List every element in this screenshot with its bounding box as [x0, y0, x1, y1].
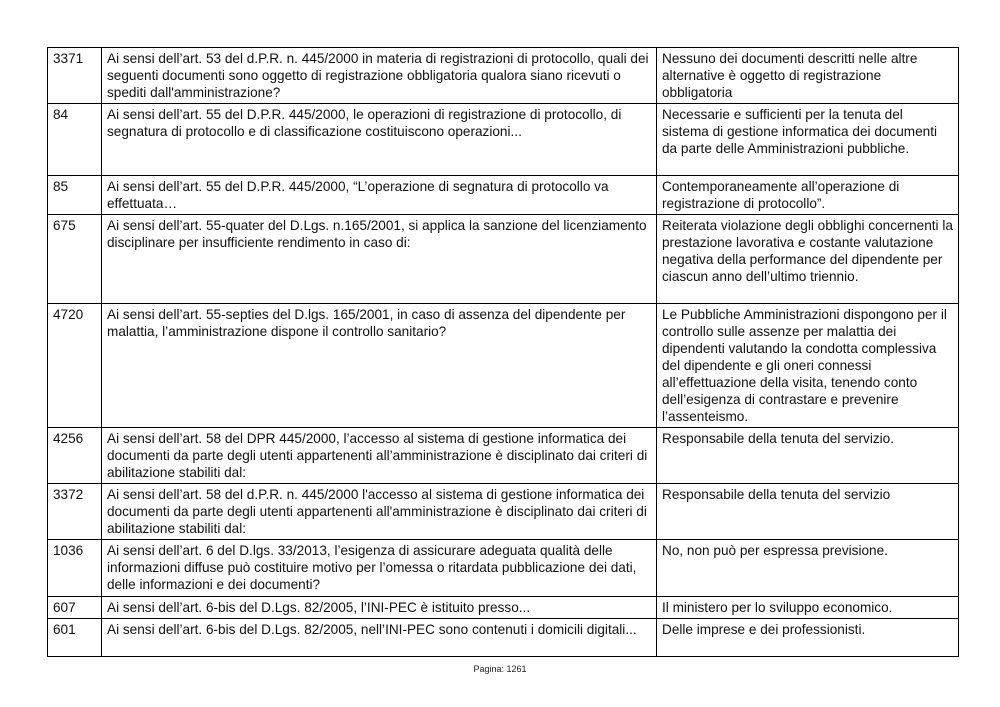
question-number: 607: [48, 597, 102, 619]
question-text: Ai sensi dell’art. 53 del d.P.R. n. 445/2000 in materia di registrazioni di protocollo, quali dei seguenti documenti sono oggetto di registrazione obbligatoria qualora siano ricevuti o spediti dall'amministrazione?: [102, 48, 657, 104]
answer-text: Necessarie e sufficienti per la tenuta del sistema di gestione informatica dei documenti da parte delle Amministrazioni pubbliche.: [657, 104, 959, 176]
table-row: [48, 176, 959, 215]
answer-text: Il ministero per lo sviluppo economico.: [657, 597, 959, 619]
question-text: Ai sensi dell’art. 55-quater del D.Lgs. n.165/2001, si applica la sanzione del licenziamento disciplinare per insufficiente rendimento in caso di:: [102, 215, 657, 304]
question-text: Ai sensi dell’art. 55-septies del D.lgs. 165/2001, in caso di assenza del dipendente per malattia, l’amministrazione dispone il controllo sanitario?: [102, 304, 657, 428]
quiz-table-body: [48, 48, 959, 657]
question-text: Ai sensi dell’art. 6-bis del D.Lgs. 82/2005, nell’INI-PEC sono contenuti i domicili digitali...: [102, 619, 657, 657]
answer-text: Le Pubbliche Amministrazioni dispongono per il controllo sulle assenze per malattia dei dipendenti valutando la condotta complessiva del dipendente e gli oneri connessi all’effettuazione della visita, tenendo conto dell’esigenza di contrastare e prevenire l’assenteismo.: [657, 304, 959, 428]
question-number: 4720: [48, 304, 102, 428]
question-number: 3371: [48, 48, 102, 104]
question-number: 601: [48, 619, 102, 657]
table-row: [48, 540, 959, 597]
question-number: 1036: [48, 540, 102, 597]
answer-text: No, non può per espressa previsione.: [657, 540, 959, 597]
answer-text: Contemporaneamente all’operazione di registrazione di protocollo”.: [657, 176, 959, 215]
page-footer: [0, 663, 1000, 675]
question-number: 4256: [48, 428, 102, 484]
table-row: [48, 428, 959, 484]
table-row: [48, 597, 959, 619]
question-number: 85: [48, 176, 102, 215]
question-text: Ai sensi dell’art. 58 del DPR 445/2000, l’accesso al sistema di gestione informatica dei documenti da parte degli utenti appartenenti all’amministrazione è disciplinato dai criteri di abilitazione stabiliti dal:: [102, 428, 657, 484]
question-text: Ai sensi dell’art. 6 del D.lgs. 33/2013, l’esigenza di assicurare adeguata qualità delle informazioni diffuse può costituire motivo per l’omessa o ritardata pubblicazione dei dati, delle informazioni e dei documenti?: [102, 540, 657, 597]
table-row: [48, 104, 959, 176]
question-text: Ai sensi dell’art. 55 del D.P.R. 445/2000, le operazioni di registrazione di protocollo, di segnatura di protocollo e di classificazione costituiscono operazioni...: [102, 104, 657, 176]
table-row: [48, 484, 959, 540]
answer-text: Nessuno dei documenti descritti nelle altre alternative è oggetto di registrazione obbligatoria: [657, 48, 959, 104]
question-text: Ai sensi dell’art. 55 del D.P.R. 445/2000, “L’operazione di segnatura di protocollo va effettuata…: [102, 176, 657, 215]
answer-text: Responsabile della tenuta del servizio: [657, 484, 959, 540]
question-number: 675: [48, 215, 102, 304]
answer-text: Delle imprese e dei professionisti.: [657, 619, 959, 657]
table-row: [48, 619, 959, 657]
quiz-table: [47, 47, 959, 657]
answer-text: Reiterata violazione degli obblighi concernenti la prestazione lavorativa e costante valutazione negativa della performance del dipendente per ciascun anno dell’ultimo triennio.: [657, 215, 959, 304]
page-number: Pagina: 1261: [473, 664, 527, 674]
question-number: 3372: [48, 484, 102, 540]
table-row: [48, 215, 959, 304]
answer-text: Responsabile della tenuta del servizio.: [657, 428, 959, 484]
table-row: [48, 48, 959, 104]
table-row: [48, 304, 959, 428]
question-text: Ai sensi dell’art. 58 del d.P.R. n. 445/2000 l'accesso al sistema di gestione informatica dei documenti da parte degli utenti appartenenti all'amministrazione è disciplinato dai criteri di abilitazione stabiliti dal:: [102, 484, 657, 540]
question-number: 84: [48, 104, 102, 176]
question-text: Ai sensi dell’art. 6-bis del D.Lgs. 82/2005, l’INI-PEC è istituito presso...: [102, 597, 657, 619]
